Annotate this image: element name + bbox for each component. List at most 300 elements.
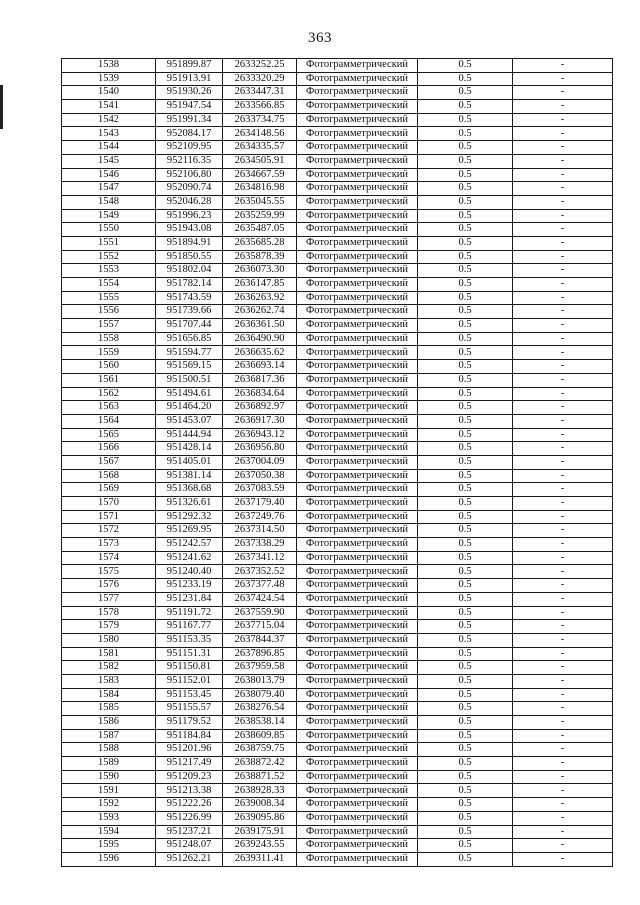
accuracy-cell: 0.5 [418, 346, 513, 360]
y-coordinate-cell: 2637715.04 [223, 620, 297, 634]
point-number-cell: 1557 [62, 319, 156, 333]
method-cell: Фотограмметрический [297, 414, 418, 428]
note-cell: - [513, 100, 613, 114]
y-coordinate-cell: 2636361.50 [223, 319, 297, 333]
table-row [62, 497, 613, 511]
note-cell: - [513, 141, 613, 155]
accuracy-cell: 0.5 [418, 811, 513, 825]
method-cell: Фотограмметрический [297, 250, 418, 264]
table-row [62, 716, 613, 730]
y-coordinate-cell: 2633252.25 [223, 59, 297, 73]
point-number-cell: 1560 [62, 360, 156, 374]
x-coordinate-cell: 952109.95 [156, 141, 223, 155]
method-cell: Фотограмметрический [297, 811, 418, 825]
point-number-cell: 1588 [62, 743, 156, 757]
accuracy-cell: 0.5 [418, 469, 513, 483]
x-coordinate-cell: 951782.14 [156, 278, 223, 292]
table-row [62, 565, 613, 579]
point-number-cell: 1579 [62, 620, 156, 634]
note-cell: - [513, 455, 613, 469]
accuracy-cell: 0.5 [418, 551, 513, 565]
table-row [62, 373, 613, 387]
table-row [62, 729, 613, 743]
method-cell: Фотограмметрический [297, 154, 418, 168]
table-row [62, 236, 613, 250]
x-coordinate-cell: 951226.99 [156, 811, 223, 825]
table-row [62, 414, 613, 428]
point-number-cell: 1581 [62, 647, 156, 661]
point-number-cell: 1595 [62, 839, 156, 853]
note-cell: - [513, 469, 613, 483]
method-cell: Фотограмметрический [297, 209, 418, 223]
y-coordinate-cell: 2636943.12 [223, 428, 297, 442]
y-coordinate-cell: 2638538.14 [223, 716, 297, 730]
x-coordinate-cell: 951151.31 [156, 647, 223, 661]
y-coordinate-cell: 2636892.97 [223, 401, 297, 415]
y-coordinate-cell: 2639095.86 [223, 811, 297, 825]
x-coordinate-cell: 951444.94 [156, 428, 223, 442]
method-cell: Фотограмметрический [297, 195, 418, 209]
x-coordinate-cell: 951428.14 [156, 442, 223, 456]
point-number-cell: 1573 [62, 538, 156, 552]
accuracy-cell: 0.5 [418, 401, 513, 415]
method-cell: Фотограмметрический [297, 223, 418, 237]
table-row [62, 620, 613, 634]
method-cell: Фотограмметрический [297, 497, 418, 511]
point-number-cell: 1554 [62, 278, 156, 292]
coordinates-table [61, 58, 613, 867]
point-number-cell: 1586 [62, 716, 156, 730]
table-row [62, 305, 613, 319]
y-coordinate-cell: 2637896.85 [223, 647, 297, 661]
method-cell: Фотограмметрический [297, 291, 418, 305]
method-cell: Фотограмметрический [297, 182, 418, 196]
y-coordinate-cell: 2637179.40 [223, 497, 297, 511]
method-cell: Фотограмметрический [297, 674, 418, 688]
note-cell: - [513, 278, 613, 292]
note-cell: - [513, 209, 613, 223]
point-number-cell: 1549 [62, 209, 156, 223]
method-cell: Фотограмметрический [297, 661, 418, 675]
table-row [62, 606, 613, 620]
note-cell: - [513, 497, 613, 511]
note-cell: - [513, 483, 613, 497]
scan-edge-mark [0, 85, 3, 129]
accuracy-cell: 0.5 [418, 852, 513, 866]
point-number-cell: 1572 [62, 524, 156, 538]
point-number-cell: 1556 [62, 305, 156, 319]
accuracy-cell: 0.5 [418, 647, 513, 661]
point-number-cell: 1575 [62, 565, 156, 579]
method-cell: Фотограмметрический [297, 469, 418, 483]
method-cell: Фотограмметрический [297, 332, 418, 346]
accuracy-cell: 0.5 [418, 305, 513, 319]
x-coordinate-cell: 952084.17 [156, 127, 223, 141]
table-row [62, 674, 613, 688]
accuracy-cell: 0.5 [418, 250, 513, 264]
accuracy-cell: 0.5 [418, 538, 513, 552]
x-coordinate-cell: 952046.28 [156, 195, 223, 209]
x-coordinate-cell: 951231.84 [156, 592, 223, 606]
point-number-cell: 1577 [62, 592, 156, 606]
accuracy-cell: 0.5 [418, 442, 513, 456]
method-cell: Фотограмметрический [297, 59, 418, 73]
y-coordinate-cell: 2639243.55 [223, 839, 297, 853]
y-coordinate-cell: 2636693.14 [223, 360, 297, 374]
note-cell: - [513, 428, 613, 442]
table-row [62, 524, 613, 538]
point-number-cell: 1596 [62, 852, 156, 866]
y-coordinate-cell: 2636834.64 [223, 387, 297, 401]
table-row [62, 757, 613, 771]
y-coordinate-cell: 2635685.28 [223, 236, 297, 250]
point-number-cell: 1545 [62, 154, 156, 168]
table-row [62, 86, 613, 100]
accuracy-cell: 0.5 [418, 620, 513, 634]
x-coordinate-cell: 951326.61 [156, 497, 223, 511]
note-cell: - [513, 319, 613, 333]
x-coordinate-cell: 951500.51 [156, 373, 223, 387]
x-coordinate-cell: 951368.68 [156, 483, 223, 497]
y-coordinate-cell: 2638079.40 [223, 688, 297, 702]
accuracy-cell: 0.5 [418, 839, 513, 853]
note-cell: - [513, 387, 613, 401]
y-coordinate-cell: 2639175.91 [223, 825, 297, 839]
x-coordinate-cell: 951191.72 [156, 606, 223, 620]
method-cell: Фотограмметрический [297, 702, 418, 716]
table-row [62, 852, 613, 866]
accuracy-cell: 0.5 [418, 127, 513, 141]
table-row [62, 428, 613, 442]
method-cell: Фотограмметрический [297, 798, 418, 812]
table-row [62, 387, 613, 401]
method-cell: Фотограмметрический [297, 401, 418, 415]
table-row [62, 59, 613, 73]
note-cell: - [513, 264, 613, 278]
point-number-cell: 1571 [62, 510, 156, 524]
accuracy-cell: 0.5 [418, 168, 513, 182]
table-row [62, 592, 613, 606]
accuracy-cell: 0.5 [418, 72, 513, 86]
x-coordinate-cell: 952090.74 [156, 182, 223, 196]
point-number-cell: 1568 [62, 469, 156, 483]
accuracy-cell: 0.5 [418, 113, 513, 127]
accuracy-cell: 0.5 [418, 182, 513, 196]
accuracy-cell: 0.5 [418, 784, 513, 798]
point-number-cell: 1548 [62, 195, 156, 209]
method-cell: Фотограмметрический [297, 127, 418, 141]
x-coordinate-cell: 951943.08 [156, 223, 223, 237]
note-cell: - [513, 305, 613, 319]
accuracy-cell: 0.5 [418, 86, 513, 100]
accuracy-cell: 0.5 [418, 579, 513, 593]
x-coordinate-cell: 951242.57 [156, 538, 223, 552]
accuracy-cell: 0.5 [418, 195, 513, 209]
x-coordinate-cell: 951996.23 [156, 209, 223, 223]
accuracy-cell: 0.5 [418, 291, 513, 305]
x-coordinate-cell: 951464.20 [156, 401, 223, 415]
table-row [62, 319, 613, 333]
y-coordinate-cell: 2637004.09 [223, 455, 297, 469]
x-coordinate-cell: 951209.23 [156, 770, 223, 784]
point-number-cell: 1564 [62, 414, 156, 428]
method-cell: Фотограмметрический [297, 716, 418, 730]
y-coordinate-cell: 2637314.50 [223, 524, 297, 538]
note-cell: - [513, 291, 613, 305]
x-coordinate-cell: 951262.21 [156, 852, 223, 866]
note-cell: - [513, 852, 613, 866]
table-row [62, 839, 613, 853]
table-row [62, 798, 613, 812]
y-coordinate-cell: 2636262.74 [223, 305, 297, 319]
note-cell: - [513, 346, 613, 360]
note-cell: - [513, 524, 613, 538]
x-coordinate-cell: 951913.91 [156, 72, 223, 86]
table-row [62, 72, 613, 86]
note-cell: - [513, 414, 613, 428]
table-row [62, 743, 613, 757]
x-coordinate-cell: 951167.77 [156, 620, 223, 634]
method-cell: Фотограмметрический [297, 729, 418, 743]
accuracy-cell: 0.5 [418, 702, 513, 716]
note-cell: - [513, 510, 613, 524]
method-cell: Фотограмметрический [297, 510, 418, 524]
x-coordinate-cell: 951292.32 [156, 510, 223, 524]
method-cell: Фотограмметрический [297, 688, 418, 702]
accuracy-cell: 0.5 [418, 100, 513, 114]
table-row [62, 113, 613, 127]
method-cell: Фотограмметрический [297, 483, 418, 497]
y-coordinate-cell: 2638871.52 [223, 770, 297, 784]
point-number-cell: 1584 [62, 688, 156, 702]
y-coordinate-cell: 2638609.85 [223, 729, 297, 743]
point-number-cell: 1561 [62, 373, 156, 387]
note-cell: - [513, 182, 613, 196]
point-number-cell: 1539 [62, 72, 156, 86]
note-cell: - [513, 688, 613, 702]
table-row [62, 661, 613, 675]
accuracy-cell: 0.5 [418, 565, 513, 579]
table-row [62, 811, 613, 825]
page-number: 363 [308, 30, 332, 46]
x-coordinate-cell: 951269.95 [156, 524, 223, 538]
accuracy-cell: 0.5 [418, 428, 513, 442]
method-cell: Фотограмметрический [297, 825, 418, 839]
x-coordinate-cell: 952106.80 [156, 168, 223, 182]
note-cell: - [513, 168, 613, 182]
y-coordinate-cell: 2636263.92 [223, 291, 297, 305]
table-row [62, 825, 613, 839]
accuracy-cell: 0.5 [418, 360, 513, 374]
accuracy-cell: 0.5 [418, 716, 513, 730]
method-cell: Фотограмметрический [297, 565, 418, 579]
x-coordinate-cell: 951656.85 [156, 332, 223, 346]
y-coordinate-cell: 2638013.79 [223, 674, 297, 688]
note-cell: - [513, 633, 613, 647]
table-row [62, 784, 613, 798]
point-number-cell: 1543 [62, 127, 156, 141]
table-row [62, 469, 613, 483]
note-cell: - [513, 538, 613, 552]
x-coordinate-cell: 951217.49 [156, 757, 223, 771]
method-cell: Фотограмметрический [297, 264, 418, 278]
x-coordinate-cell: 951850.55 [156, 250, 223, 264]
point-number-cell: 1563 [62, 401, 156, 415]
note-cell: - [513, 442, 613, 456]
point-number-cell: 1553 [62, 264, 156, 278]
x-coordinate-cell: 951947.54 [156, 100, 223, 114]
accuracy-cell: 0.5 [418, 825, 513, 839]
x-coordinate-cell: 951991.34 [156, 113, 223, 127]
table-row [62, 579, 613, 593]
point-number-cell: 1565 [62, 428, 156, 442]
point-number-cell: 1566 [62, 442, 156, 456]
note-cell: - [513, 757, 613, 771]
table-row [62, 195, 613, 209]
accuracy-cell: 0.5 [418, 332, 513, 346]
accuracy-cell: 0.5 [418, 319, 513, 333]
point-number-cell: 1578 [62, 606, 156, 620]
table-row [62, 100, 613, 114]
table-row [62, 209, 613, 223]
accuracy-cell: 0.5 [418, 483, 513, 497]
y-coordinate-cell: 2634816.98 [223, 182, 297, 196]
method-cell: Фотограмметрический [297, 141, 418, 155]
accuracy-cell: 0.5 [418, 154, 513, 168]
method-cell: Фотограмметрический [297, 606, 418, 620]
method-cell: Фотограмметрический [297, 236, 418, 250]
y-coordinate-cell: 2635259.99 [223, 209, 297, 223]
y-coordinate-cell: 2637249.76 [223, 510, 297, 524]
y-coordinate-cell: 2635045.55 [223, 195, 297, 209]
accuracy-cell: 0.5 [418, 510, 513, 524]
x-coordinate-cell: 951213.38 [156, 784, 223, 798]
note-cell: - [513, 127, 613, 141]
note-cell: - [513, 195, 613, 209]
point-number-cell: 1538 [62, 59, 156, 73]
note-cell: - [513, 606, 613, 620]
x-coordinate-cell: 951152.01 [156, 674, 223, 688]
table-row [62, 223, 613, 237]
table-row [62, 360, 613, 374]
y-coordinate-cell: 2638872.42 [223, 757, 297, 771]
y-coordinate-cell: 2637959.58 [223, 661, 297, 675]
y-coordinate-cell: 2637377.48 [223, 579, 297, 593]
table-row [62, 346, 613, 360]
note-cell: - [513, 551, 613, 565]
accuracy-cell: 0.5 [418, 278, 513, 292]
method-cell: Фотограмметрический [297, 72, 418, 86]
accuracy-cell: 0.5 [418, 497, 513, 511]
x-coordinate-cell: 952116.35 [156, 154, 223, 168]
note-cell: - [513, 373, 613, 387]
method-cell: Фотограмметрический [297, 442, 418, 456]
method-cell: Фотограмметрический [297, 86, 418, 100]
note-cell: - [513, 770, 613, 784]
y-coordinate-cell: 2637844.37 [223, 633, 297, 647]
x-coordinate-cell: 951899.87 [156, 59, 223, 73]
note-cell: - [513, 72, 613, 86]
note-cell: - [513, 661, 613, 675]
accuracy-cell: 0.5 [418, 661, 513, 675]
table-row [62, 688, 613, 702]
x-coordinate-cell: 951494.61 [156, 387, 223, 401]
method-cell: Фотограмметрический [297, 579, 418, 593]
x-coordinate-cell: 951241.62 [156, 551, 223, 565]
method-cell: Фотограмметрический [297, 839, 418, 853]
y-coordinate-cell: 2633734.75 [223, 113, 297, 127]
point-number-cell: 1590 [62, 770, 156, 784]
method-cell: Фотограмметрический [297, 620, 418, 634]
point-number-cell: 1582 [62, 661, 156, 675]
point-number-cell: 1558 [62, 332, 156, 346]
table-row [62, 168, 613, 182]
y-coordinate-cell: 2637424.54 [223, 592, 297, 606]
y-coordinate-cell: 2634335.57 [223, 141, 297, 155]
y-coordinate-cell: 2636073.30 [223, 264, 297, 278]
note-cell: - [513, 223, 613, 237]
x-coordinate-cell: 951184.84 [156, 729, 223, 743]
x-coordinate-cell: 951707.44 [156, 319, 223, 333]
point-number-cell: 1544 [62, 141, 156, 155]
x-coordinate-cell: 951930.26 [156, 86, 223, 100]
method-cell: Фотограмметрический [297, 551, 418, 565]
note-cell: - [513, 743, 613, 757]
y-coordinate-cell: 2636635.62 [223, 346, 297, 360]
accuracy-cell: 0.5 [418, 743, 513, 757]
table-row [62, 770, 613, 784]
method-cell: Фотограмметрический [297, 852, 418, 866]
method-cell: Фотограмметрический [297, 757, 418, 771]
point-number-cell: 1551 [62, 236, 156, 250]
accuracy-cell: 0.5 [418, 264, 513, 278]
point-number-cell: 1580 [62, 633, 156, 647]
method-cell: Фотограмметрический [297, 387, 418, 401]
y-coordinate-cell: 2636490.90 [223, 332, 297, 346]
table-row [62, 702, 613, 716]
method-cell: Фотограмметрический [297, 592, 418, 606]
y-coordinate-cell: 2635487.05 [223, 223, 297, 237]
x-coordinate-cell: 951248.07 [156, 839, 223, 853]
table-row [62, 182, 613, 196]
point-number-cell: 1567 [62, 455, 156, 469]
note-cell: - [513, 620, 613, 634]
method-cell: Фотограмметрический [297, 168, 418, 182]
method-cell: Фотограмметрический [297, 538, 418, 552]
accuracy-cell: 0.5 [418, 757, 513, 771]
y-coordinate-cell: 2634667.59 [223, 168, 297, 182]
method-cell: Фотограмметрический [297, 360, 418, 374]
method-cell: Фотограмметрический [297, 428, 418, 442]
table-row [62, 483, 613, 497]
point-number-cell: 1591 [62, 784, 156, 798]
x-coordinate-cell: 951405.01 [156, 455, 223, 469]
x-coordinate-cell: 951201.96 [156, 743, 223, 757]
point-number-cell: 1562 [62, 387, 156, 401]
x-coordinate-cell: 951237.21 [156, 825, 223, 839]
note-cell: - [513, 729, 613, 743]
accuracy-cell: 0.5 [418, 633, 513, 647]
point-number-cell: 1552 [62, 250, 156, 264]
y-coordinate-cell: 2636956.80 [223, 442, 297, 456]
y-coordinate-cell: 2639311.41 [223, 852, 297, 866]
point-number-cell: 1547 [62, 182, 156, 196]
y-coordinate-cell: 2638928.33 [223, 784, 297, 798]
table-row [62, 633, 613, 647]
point-number-cell: 1540 [62, 86, 156, 100]
accuracy-cell: 0.5 [418, 455, 513, 469]
method-cell: Фотограмметрический [297, 113, 418, 127]
